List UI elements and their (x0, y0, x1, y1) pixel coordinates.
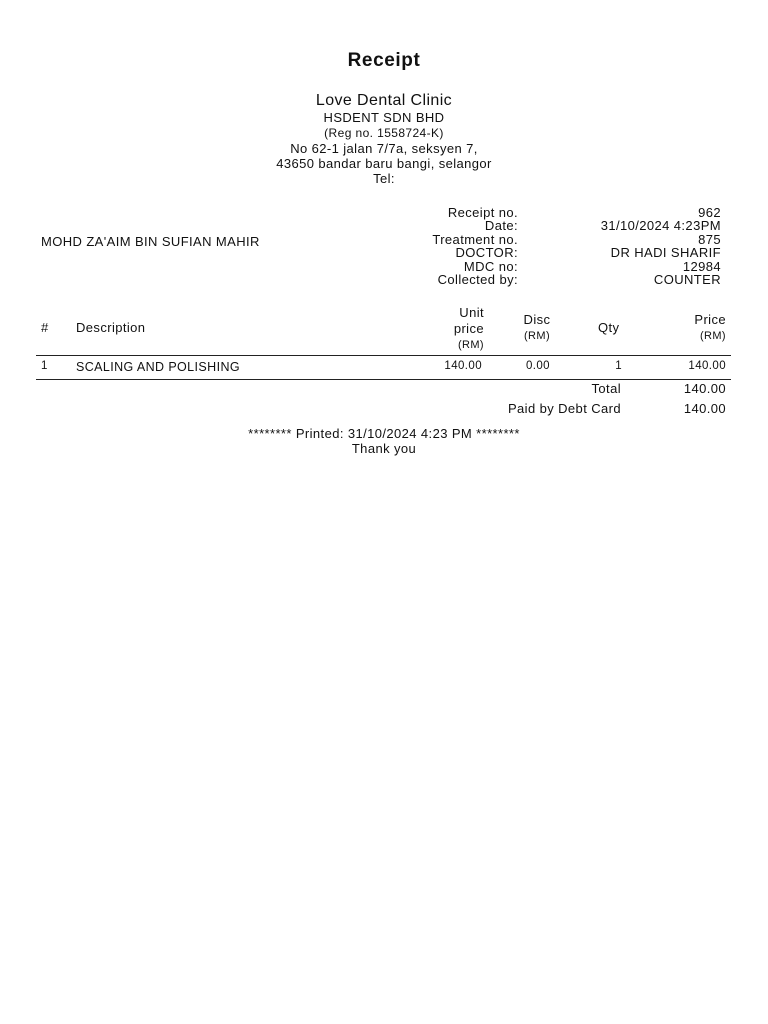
total-label: Total (591, 381, 621, 396)
clinic-name: Love Dental Clinic (315, 92, 453, 109)
collected-value: COUNTER (653, 272, 721, 288)
total-value: 140.00 (683, 381, 726, 396)
clinic-reg: (Reg no. 1558724-K) (324, 126, 444, 140)
row-disc: 0.00 (526, 360, 550, 372)
info-labels (380, 206, 518, 286)
disc-header-label: Disc (523, 312, 551, 327)
col-header-unit-price (430, 305, 484, 353)
col-header-num: # (41, 320, 49, 335)
row-qty: 1 (615, 360, 622, 372)
unit-price-header-line1: Unit (459, 305, 484, 320)
row-description: SCALING AND POLISHING (76, 360, 240, 374)
col-header-price (660, 312, 726, 344)
doctor-label: DOCTOR: (455, 245, 518, 261)
treatment-no-label: Treatment no. (432, 231, 518, 247)
mdc-value: 12984 (682, 258, 721, 274)
disc-header-unit: (RM) (523, 330, 551, 342)
col-header-qty: Qty (598, 320, 620, 335)
paid-value: 140.00 (683, 401, 726, 416)
printed-line: ******** Printed: 31/10/2024 4:23 PM ******** (248, 426, 520, 441)
info-values (560, 206, 721, 286)
price-header-label: Price (694, 312, 726, 327)
patient-name: MOHD ZA'AIM BIN SUFIAN MAHIR (41, 234, 260, 249)
doctor-value: DR HADI SHARIF (610, 245, 721, 261)
collected-label: Collected by: (437, 272, 518, 288)
clinic-tel: Tel: (373, 171, 395, 186)
clinic-company: HSDENT SDN BHD (323, 110, 445, 125)
receipt-no-value: 962 (698, 205, 721, 220)
row-price: 140.00 (688, 360, 726, 372)
table-body-rule (36, 379, 731, 380)
row-num: 1 (41, 360, 48, 372)
col-header-description: Description (76, 320, 146, 335)
date-label: Date: (484, 218, 518, 234)
col-header-disc (512, 312, 562, 344)
receipt-no-label: Receipt no. (447, 205, 518, 220)
row-unit-price: 140.00 (444, 360, 482, 372)
receipt-title: Receipt (347, 50, 421, 71)
date-value: 31/10/2024 4:23PM (600, 218, 721, 234)
mdc-label: MDC no: (463, 258, 518, 274)
treatment-no-value: 875 (698, 231, 721, 247)
price-header-unit: (RM) (699, 330, 726, 342)
unit-price-header-unit: (RM) (457, 339, 484, 351)
clinic-address-line2: 43650 bandar baru bangi, selangor (276, 156, 492, 171)
thank-you: Thank you (351, 441, 417, 456)
clinic-address-line1: No 62-1 jalan 7/7a, seksyen 7, (290, 141, 478, 156)
unit-price-header-line2: price (453, 321, 484, 336)
table-header-rule (36, 355, 731, 356)
paid-label: Paid by Debt Card (507, 401, 621, 416)
